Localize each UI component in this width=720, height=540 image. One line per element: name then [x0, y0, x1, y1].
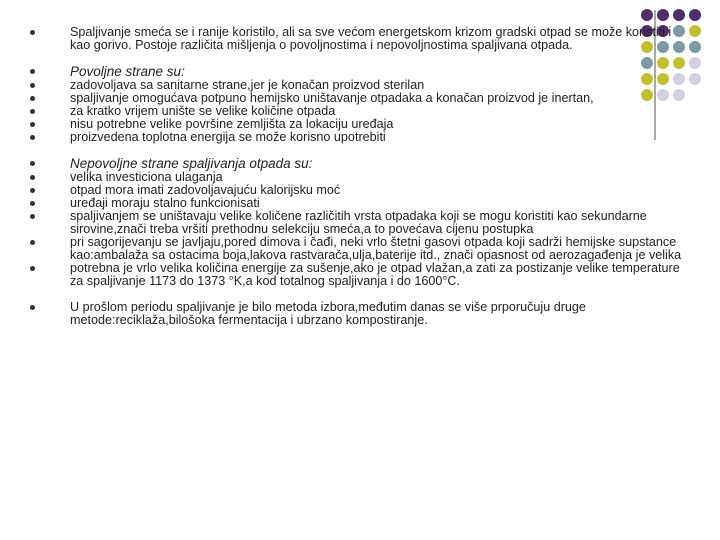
decorative-dot: [689, 41, 701, 53]
cons-item: pri sagorijevanju se javljaju,pored dimova i čađi, neki vrlo štetni gasovi otpada koji sadrži hemijske supstance kao:ambalaža sa ostacima boja,lakova rastvarača,ulja,baterije itd., znači opasnost od aerozagađenja je velika: [30, 236, 690, 262]
decorative-dot: [673, 9, 685, 21]
cons-item: velika investiciona ulaganja: [30, 171, 690, 184]
pros-heading: Povoljne strane su:: [30, 65, 690, 79]
closing-paragraph: U prošlom periodu spaljivanje je bilo metoda izbora,međutim danas se više prporučuju druge metode:reciklaža,bilošoka fermentacija i ubrzano kompostiranje.: [30, 301, 690, 327]
pros-item: zadovoljava sa sanitarne strane,jer je konačan proizvod sterilan: [30, 79, 690, 92]
cons-item: potrebna je vrlo velika količina energije za sušenje,ako je otpad vlažan,a zati za postizanje velike temperature za spaljivanje 1173 do 1373 °K,a kod totalnog spaljivanja i do 1600°C.: [30, 262, 690, 288]
cons-heading: Nepovoljne strane spaljivanja otpada su:: [30, 157, 690, 171]
decorative-dot: [689, 73, 701, 85]
pros-item: proizvedena toplotna energija se može korisno upotrebiti: [30, 131, 690, 144]
pros-item: spaljivanje omogućava potpuno hemijsko uništavanje otpadaka a konačan proizvod je inertan,: [30, 92, 690, 105]
decorative-dot: [641, 9, 653, 21]
cons-item: spaljivanjem se uništavaju velike količene različitih vrsta otpadaka koji se mogu koristiti kao sekundarne sirovine,znači treba vršiti prethodnu selekciju smeća,a to povećava cijenu postupka: [30, 210, 690, 236]
decorative-dot: [657, 9, 669, 21]
pros-item: nisu potrebne velike površine zemljišta za lokaciju uređaja: [30, 118, 690, 131]
decorative-dot: [689, 9, 701, 21]
pros-item: za kratko vrijem unište se velike količine otpada: [30, 105, 690, 118]
cons-item: uređaji moraju stalno funkcionisati: [30, 197, 690, 210]
cons-item: otpad mora imati zadovoljavajuću kalorijsku moć: [30, 184, 690, 197]
intro-paragraph: Spaljivanje smeća se i ranije koristilo, ali sa sve većom energetskom krizom gradski otpad se može koristiti i kao gorivo. Postoje različita mišljenja o povoljnostima i nepovoljnostima spaljivana otpada.: [30, 26, 690, 52]
decorative-dot: [689, 25, 701, 37]
slide-body: [30, 26, 690, 327]
decorative-dot: [689, 57, 701, 69]
